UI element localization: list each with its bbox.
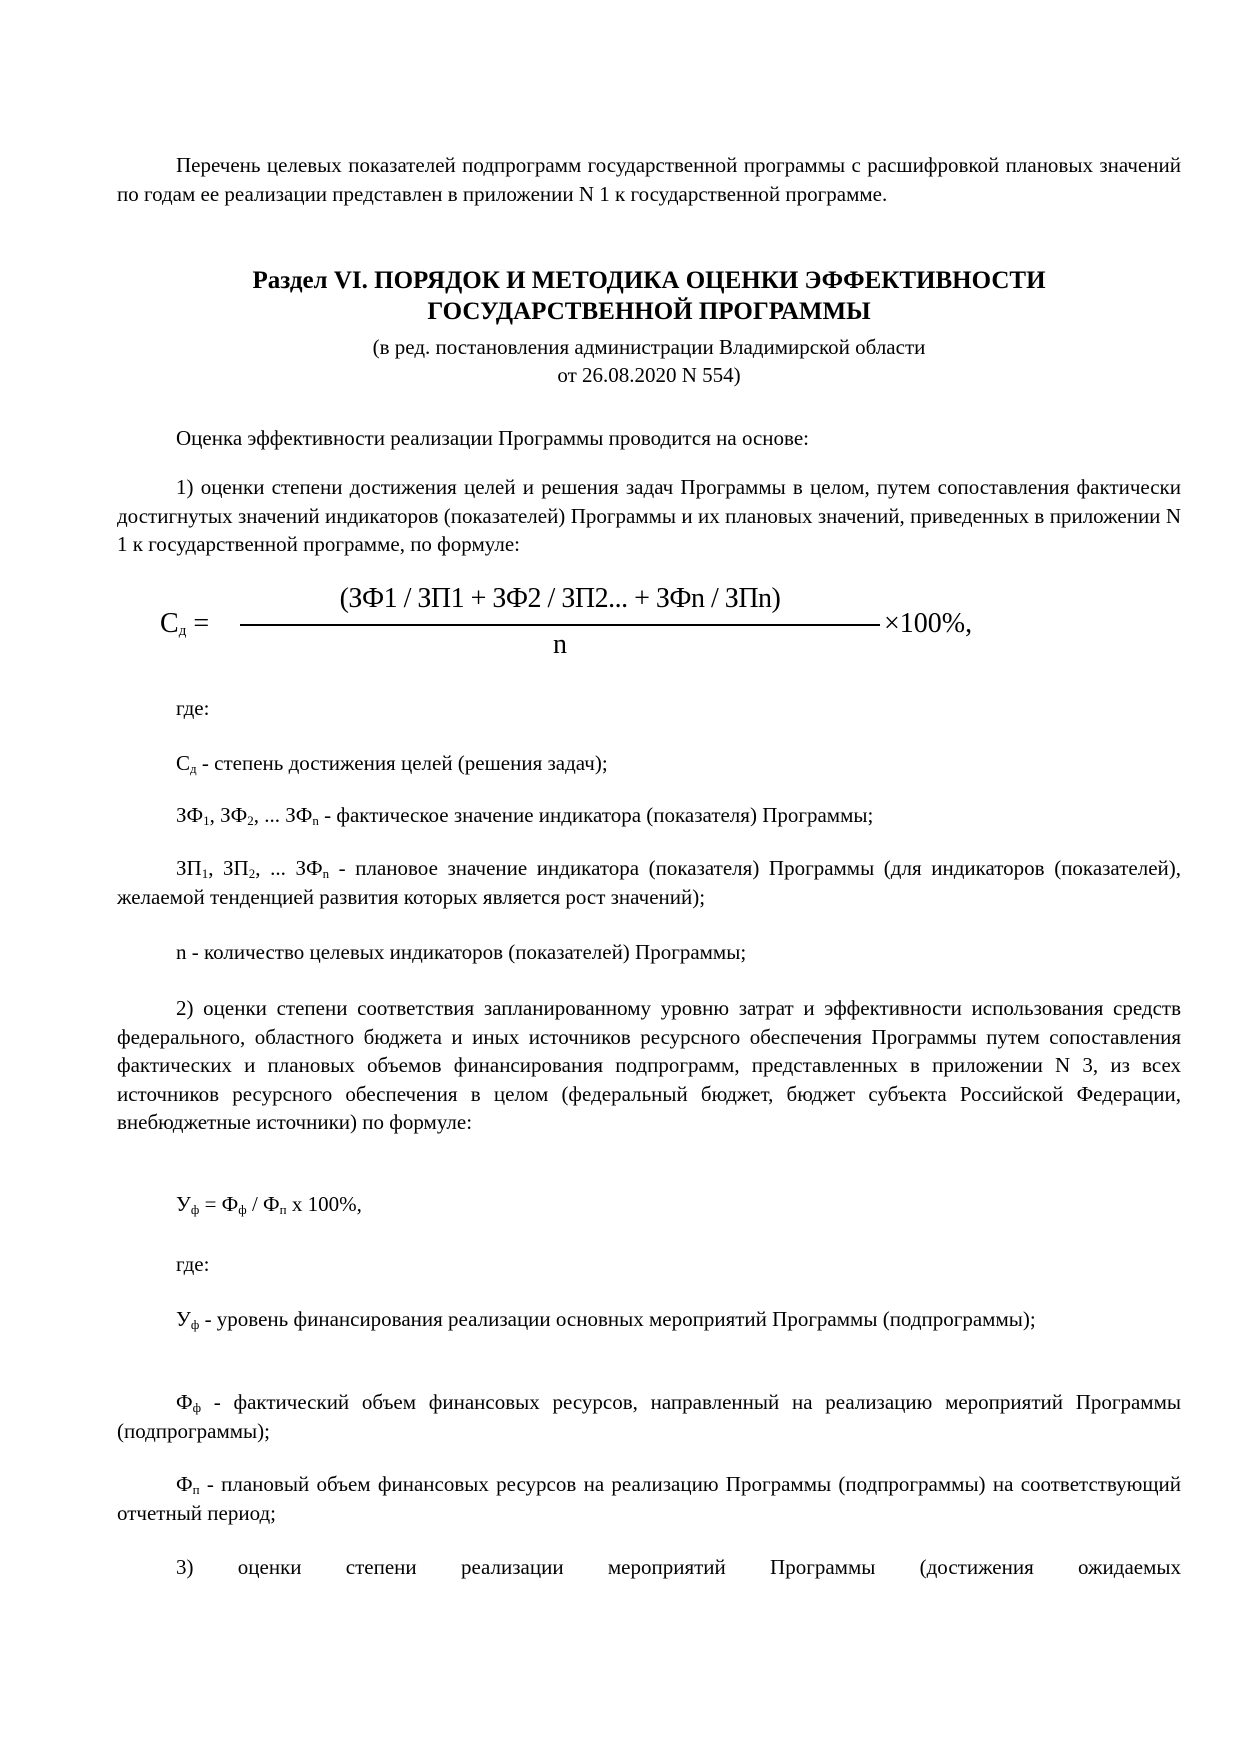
formula-lhs-symbol: С	[160, 608, 179, 639]
formula-tail: х 100%,	[286, 1192, 362, 1216]
symbol-sub: п	[279, 1202, 287, 1217]
formula-rhs: ×100%,	[884, 608, 973, 639]
symbol-sub: ф	[192, 1400, 202, 1415]
symbol: / Ф	[246, 1192, 280, 1216]
symbol-sub: 2	[247, 813, 254, 828]
definition-zf	[117, 801, 1181, 830]
symbol: , ЗП	[208, 856, 249, 880]
definition-text: - степень достижения целей (решения задач);	[196, 751, 608, 775]
where-label-2: где:	[176, 1252, 210, 1276]
section-title-line2: ГОСУДАРСТВЕННОЙ ПРОГРАММЫ	[427, 298, 871, 325]
item3-paragraph: 3) оценки степени реализации мероприятий Программы (достижения ожидаемых	[176, 1555, 1181, 1579]
definition-fp	[117, 1470, 1181, 1527]
definition-text: - плановое значение индикатора (показателя) Программы (для индикаторов (показателей), желаемой тенденцией развития которых является рост значений);	[117, 856, 1181, 909]
symbol-sub: ф	[190, 1202, 200, 1217]
symbol: , ... ЗФ	[255, 856, 323, 880]
symbol: У	[176, 1192, 191, 1216]
symbol: , ... ЗФ	[253, 803, 313, 827]
amendment-line1: (в ред. постановления администрации Владимирской области	[372, 335, 926, 359]
definition-cd	[117, 749, 1181, 778]
item1-paragraph: 1) оценки степени достижения целей и решения задач Программы в целом, путем сопоставления фактически достигнутых значений индикаторов (показателей) Программы и их плановых значений, приведенных в приложении N 1 к государственной программе, по формуле:	[117, 475, 1181, 556]
formula-lhs-sub: д	[178, 623, 187, 639]
definition-text: - уровень финансирования реализации основных мероприятий Программы (подпрограммы);	[199, 1307, 1036, 1331]
definition-text: - плановый объем финансовых ресурсов на реализацию Программы (подпрограммы) на соответствующий отчетный период;	[117, 1472, 1181, 1525]
symbol-sub: ф	[238, 1202, 247, 1217]
amendment-line2: от 26.08.2020 N 554)	[557, 363, 741, 387]
formula-equals: =	[193, 608, 210, 639]
formula-funding	[117, 1190, 1181, 1219]
symbol-sub: n	[322, 866, 330, 881]
formula-achievement	[160, 583, 973, 675]
definition-zp	[117, 854, 1181, 911]
definition-text: - фактический объем финансовых ресурсов, направленный на реализацию мероприятий Программы (подпрограммы);	[117, 1390, 1181, 1443]
symbol-sub: 2	[248, 866, 256, 881]
symbol: ЗФ	[176, 803, 204, 827]
symbol: = Ф	[199, 1192, 239, 1216]
formula-denominator: n	[553, 629, 567, 660]
symbol: ЗП	[176, 856, 202, 880]
symbol-sub: 1	[203, 813, 210, 828]
symbol-sub: ф	[190, 1317, 200, 1332]
definition-n: n - количество целевых индикаторов (показателей) Программы;	[176, 940, 747, 964]
formula-lhs	[160, 610, 209, 639]
symbol: Ф	[176, 1472, 193, 1496]
symbol: У	[176, 1307, 191, 1331]
definition-text: - фактическое значение индикатора (показателя) Программы;	[318, 803, 874, 827]
definition-uf	[117, 1305, 1181, 1334]
fraction-bar	[240, 624, 880, 626]
symbol: С	[176, 751, 191, 775]
basis-paragraph: Оценка эффективности реализации Программы проводится на основе:	[176, 426, 809, 450]
symbol-sub: д	[190, 761, 197, 776]
definition-ff	[117, 1388, 1181, 1445]
symbol-sub: п	[192, 1482, 200, 1497]
section-title-line1: Раздел VI. ПОРЯДОК И МЕТОДИКА ОЦЕНКИ ЭФФЕКТИВНОСТИ	[252, 267, 1046, 294]
formula-numerator: (ЗФ1 / ЗП1 + ЗФ2 / ЗП2... + ЗФn / ЗПn)	[339, 583, 781, 614]
symbol-sub: 1	[201, 866, 209, 881]
symbol: , ЗФ	[209, 803, 248, 827]
item2-paragraph: 2) оценки степени соответствия запланированному уровню затрат и эффективности использования средств федерального, областного бюджета и иных источников ресурсного обеспечения Программы путем сопоставления фактических и плановых объемов финансирования подпрограмм, представленных в приложении N 3, из всех источников ресурсного обеспечения в целом (федеральный бюджет, бюджет субъекта Российской Федерации, внебюджетные источники) по формуле:	[117, 996, 1181, 1134]
symbol: Ф	[176, 1390, 193, 1414]
intro-paragraph: Перечень целевых показателей подпрограмм государственной программы с расшифровкой плановых значений по годам ее реализации представлен в приложении N 1 к государственной программе.	[117, 153, 1181, 206]
symbol-sub: n	[312, 813, 319, 828]
where-label-1: где:	[176, 696, 210, 720]
